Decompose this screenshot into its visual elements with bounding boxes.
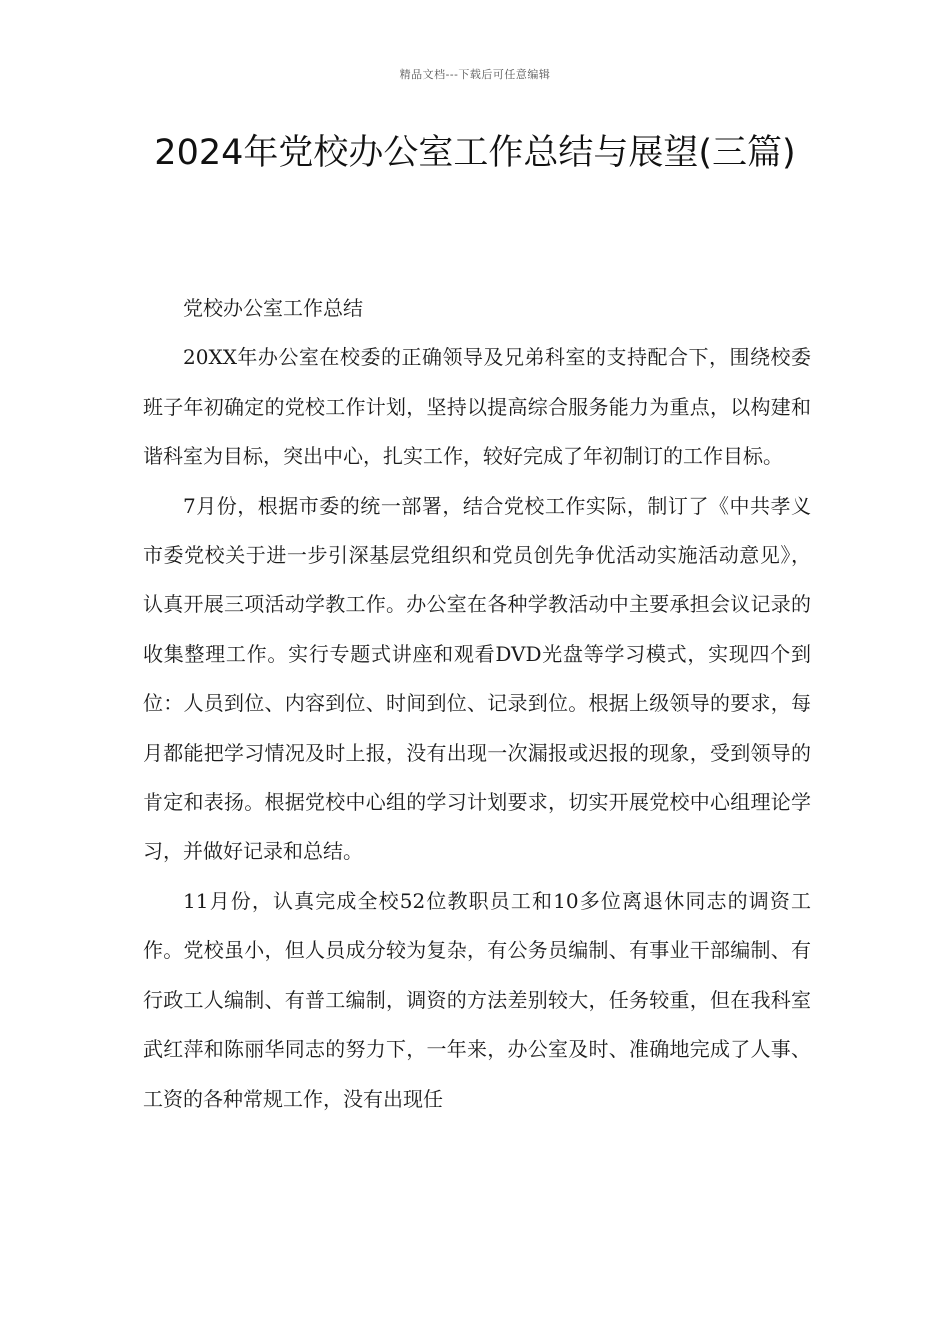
paragraph-3: 11月份，认真完成全校52位教职员工和10多位离退休同志的调资工作。党校虽小，但人员成分较为复杂，有公务员编制、有事业干部编制、有行政工人编制、有普工编制，调资的方法差别较大，任务较重，但在我科室武红萍和陈丽华同志的努力下，一年来，办公室及时、准确地完成了人事、工资的各种常规工作，没有出现任 (143, 888, 811, 1111)
header-note: 精品文档---下载后可任意编辑 (399, 68, 551, 81)
paragraph-1: 20XX年办公室在校委的正确领导及兄弟科室的支持配合下，围绕校委班子年初确定的党校工作计划，坚持以提高综合服务能力为重点，以构建和谐科室为目标，突出中心，扎实工作，较好完成了年初制订的工作目标。 (143, 345, 811, 469)
document-body (143, 284, 811, 1124)
paragraph-2: 7月份，根据市委的统一部署，结合党校工作实际，制订了《中共孝义市委党校关于进一步引深基层党组织和党员创先争优活动实施活动意见》，认真开展三项活动学教工作。办公室在各种学教活动中主要承担会议记录的收集整理工作。实行专题式讲座和观看DVD光盘等学习模式，实现四个到位：人员到位、内容到位、时间到位、记录到位。根据上级领导的要求，每月都能把学习情况及时上报，没有出现一次漏报或迟报的现象，受到领导的肯定和表扬。根据党校中心组的学习计划要求，切实开展党校中心组理论学习，并做好记录和总结。 (143, 493, 811, 864)
section-heading: 党校办公室工作总结 (183, 296, 363, 320)
document-title: 2024年党校办公室工作总结与展望(三篇) (154, 133, 796, 173)
